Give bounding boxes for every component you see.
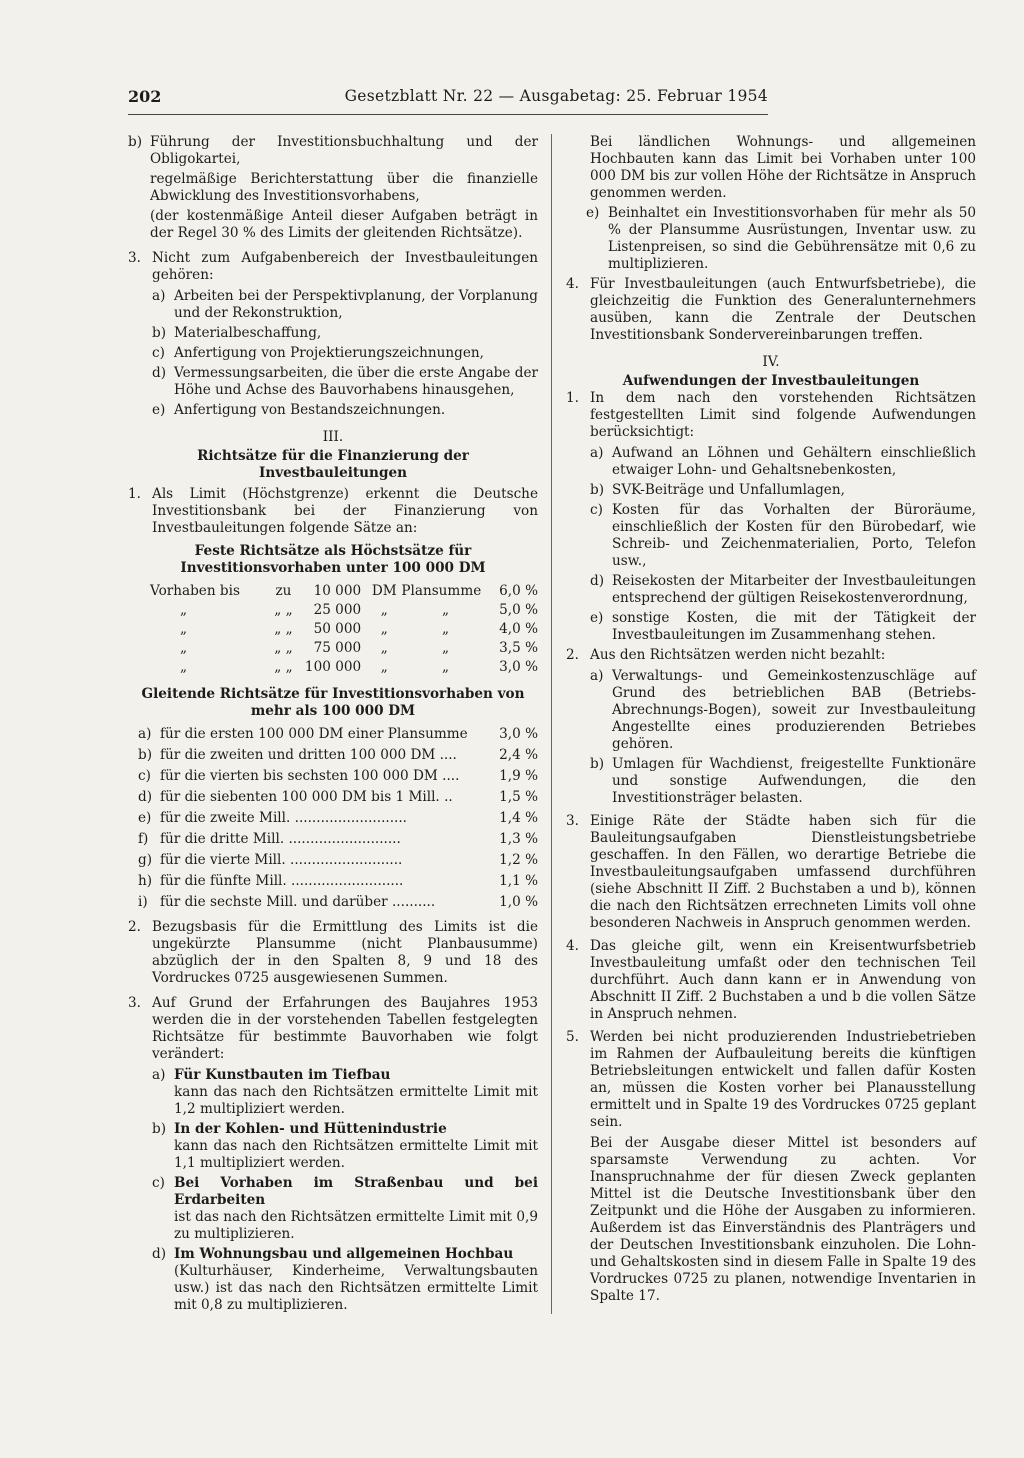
list-item — [590, 482, 976, 499]
list-item — [590, 610, 976, 644]
left-column — [128, 134, 538, 1317]
item-text: kann das nach den Richtsätzen ermittelte Limit mit 1,2 multipliziert werden. — [174, 1084, 538, 1117]
item-text: für die siebenten 100 000 DM bis 1 Mill. .. — [160, 789, 453, 805]
item-marker: e) — [138, 810, 152, 826]
page-number: 202 — [128, 87, 162, 106]
item-text: In dem nach den vorstehenden Richtsätzen festgestellten Limit sind folgende Aufwendungen berücksichtigt: — [590, 390, 976, 440]
table-cell: „ „ — [274, 659, 293, 675]
item-marker: e) — [586, 205, 600, 221]
sub-list — [566, 668, 976, 807]
list-item — [152, 325, 538, 342]
section-number: III. — [322, 429, 344, 445]
item-text: sonstige Kosten, die mit der Tätigkeit der Investbauleitungen im Zusammenhang stehen. — [612, 610, 976, 643]
item-text: für die dritte Mill. .......................... — [160, 831, 401, 847]
paragraph: Bei ländlichen Wohnungs- und allgemeinen Hochbauten kann das Limit bei Vorhaben unter 100 000 DM bis zur vollen Höhe der Richtsätze in Anspruch genommen werden. — [590, 134, 976, 201]
list-item — [566, 1029, 976, 1131]
item-text: SVK-Beiträge und Unfallumlagen, — [612, 482, 845, 498]
item-marker: b) — [138, 747, 153, 763]
list-item — [128, 486, 538, 537]
item-marker: i) — [138, 894, 148, 910]
list-item — [590, 668, 976, 753]
rate-value: 1,3 % — [499, 831, 538, 847]
item-text: Beinhaltet ein Investitionsvorhaben für mehr als 50 % der Plansumme Ausrüstungen, Inventar usw. zu Listenpreisen, so sind die Gebührensätze mit 0,6 zu multiplizieren. — [608, 205, 976, 272]
item-marker: 3. — [566, 813, 579, 829]
item-marker: a) — [590, 668, 604, 684]
list-item — [138, 831, 538, 848]
table-cell: „ — [442, 659, 450, 675]
table-cell: „ — [180, 602, 188, 618]
list-item — [586, 205, 976, 273]
item-text: kann das nach den Richtsätzen ermittelte Limit mit 1,1 multipliziert werden. — [174, 1138, 538, 1171]
list-item — [138, 726, 538, 743]
item-marker: d) — [590, 573, 605, 589]
item-heading: Für Kunstbauten im Tiefbau — [174, 1067, 391, 1083]
table-cell: 25 000 — [313, 602, 362, 618]
item-marker: 1. — [566, 390, 579, 406]
page-header — [128, 88, 768, 115]
table-row — [150, 621, 538, 640]
item-marker: f) — [138, 831, 149, 847]
item-text: für die zweiten und dritten 100 000 DM .... — [160, 747, 457, 763]
item-marker: b) — [152, 1121, 167, 1137]
table-cell: „ — [380, 602, 388, 618]
subheading: Gleitende Richtsätze für Investitionsvorhaben von mehr als 100 000 DM — [141, 686, 525, 719]
gliding-rates-list — [128, 726, 538, 911]
rate-value: 1,2 % — [499, 852, 538, 868]
table-row — [150, 659, 538, 678]
list-item — [128, 995, 538, 1063]
list-item — [152, 1067, 538, 1118]
paragraph: Bei der Ausgabe dieser Mittel ist besonders auf sparsamste Verwendung zu achten. Vor Inanspruchnahme der für diesen Zweck geplanten Mittel ist die Deutsche Investitionsbank über den Zeitpunkt und die Höhe der Ausgaben zu informieren. Außerdem ist das Einverständnis des Planträgers und der Deutschen Investitionsbank einzuholen. Die Lohn- und Gehaltskosten sind in diesem Falle in Spalte 19 des Vordruckes 0725 zu planen, notwendige Inventarien in Spalte 17. — [590, 1135, 976, 1304]
list-item — [138, 894, 538, 911]
table-cell: Plansumme — [401, 583, 482, 599]
list-item — [138, 747, 538, 764]
item-text: für die vierten bis sechsten 100 000 DM .... — [160, 768, 460, 784]
table-cell: „ — [442, 621, 450, 637]
item-marker: d) — [152, 1246, 167, 1262]
running-head: Gesetzblatt Nr. 22 — Ausgabetag: 25. Februar 1954 — [344, 87, 768, 105]
item-marker: 3. — [128, 250, 141, 266]
list-item — [566, 938, 976, 1023]
item-marker: a) — [152, 1067, 166, 1083]
subheading: Feste Richtsätze als Höchstsätze für Investitionsvorhaben unter 100 000 DM — [180, 543, 486, 576]
item-marker: d) — [152, 365, 167, 381]
rate-value: 1,1 % — [499, 873, 538, 889]
table-cell: 3,5 % — [499, 640, 538, 656]
item-text: Umlagen für Wachdienst, freigestellte Funktionäre und sonstige Aufwendungen, die den Investitionsträger belasten. — [612, 756, 976, 806]
fixed-rates-table — [150, 583, 538, 678]
list-item — [152, 1246, 538, 1314]
table-cell: „ — [380, 640, 388, 656]
item-text: für die fünfte Mill. .......................... — [160, 873, 404, 889]
list-item — [138, 852, 538, 869]
item-marker: 4. — [566, 276, 579, 292]
column-divider — [551, 134, 552, 1314]
item-text: Arbeiten bei der Perspektivplanung, der Vorplanung und der Rekonstruktion, — [174, 288, 538, 321]
item-marker: c) — [152, 1175, 165, 1191]
item-text: Als Limit (Höchstgrenze) erkennt die Deutsche Investitionsbank bei der Finanzierung von Investbauleitungen folgende Sätze an: — [152, 486, 538, 536]
item-text: Einige Räte der Städte haben sich für die Bauleitungsaufgaben Dienstleistungsbetriebe geschaffen. In den Fällen, wo derartige Betriebe die Investbauleitungsaufgaben umfassend durchführen (siehe Abschnitt II Ziff. 2 Buchstaben a und b), können die nach den Richtsätzen errechneten Limits voll ohne besonderen Nachweis in Anspruch genommen werden. — [590, 813, 976, 931]
list-item — [590, 445, 976, 479]
item-marker: 3. — [128, 995, 141, 1011]
section-title: Richtsätze für die Finanzierung der Investbauleitungen — [197, 448, 469, 481]
rate-value: 1,4 % — [499, 810, 538, 826]
item-marker: 1. — [128, 486, 141, 502]
list-item — [566, 390, 976, 441]
table-cell: zu — [275, 583, 292, 599]
item-text: Anfertigung von Projektierungszeichnungen, — [174, 345, 485, 361]
table-cell: 3,0 % — [499, 659, 538, 675]
item-text: (Kulturhäuser, Kinderheime, Verwaltungsbauten usw.) ist das nach den Richtsätzen ermittelte Limit mit 0,8 zu multiplizieren. — [174, 1263, 538, 1313]
item-marker: e) — [152, 402, 166, 418]
item-marker: g) — [138, 852, 153, 868]
item-text: Materialbeschaffung, — [174, 325, 322, 341]
item-text: Das gleiche gilt, wenn ein Kreisentwurfsbetrieb Investbauleitung umfaßt oder den technischen Teil durchführt. Auch dann kann er in Anwendung von Abschnitt II Ziff. 2 Buchstaben a und b die vollen Sätze in Anspruch nehmen. — [590, 938, 976, 1022]
sub-list — [128, 288, 538, 419]
table-cell: „ — [442, 602, 450, 618]
item-text: Kosten für das Vorhalten der Büroräume, einschließlich der Kosten für den Bürobedarf, wie Schreib- und Zeichenmaterialien, Porto, Telefon usw., — [612, 502, 976, 569]
item-text: Reisekosten der Mitarbeiter der Investbauleitungen entsprechend der gültigen Reisekostenverordnung, — [612, 573, 976, 606]
paragraph: (der kostenmäßige Anteil dieser Aufgaben beträgt in der Regel 30 % des Limits der gleitenden Richtsätze). — [150, 208, 538, 241]
list-item — [590, 573, 976, 607]
table-cell: „ „ — [274, 602, 293, 618]
item-text: Aufwand an Löhnen und Gehältern einschließlich etwaiger Lohn- und Gehaltsnebenkosten, — [612, 445, 976, 478]
item-text: Für Investbauleitungen (auch Entwurfsbetriebe), die gleichzeitig die Funktion des Generalunternehmers ausüben, kann die Zentrale der Deutschen Investitionsbank Sondervereinbarungen treffen. — [590, 276, 976, 343]
list-item — [152, 365, 538, 399]
table-cell: 10 000 — [313, 583, 362, 599]
item-text: Verwaltungs- und Gemeinkostenzuschläge auf Grund des betrieblichen BAB (Betriebs-Abrechnungs-Bogen), soweit zur Investbauleitung Angestellte eines produzierenden Betriebes gehören. — [612, 668, 976, 752]
item-marker: a) — [590, 445, 604, 461]
table-cell: 6,0 % — [499, 583, 538, 599]
paragraph: regelmäßige Berichterstattung über die finanzielle Abwicklung des Investitionsvorhabens, — [150, 171, 538, 204]
item-marker: b) — [152, 325, 167, 341]
item-marker: c) — [590, 502, 603, 518]
sub-list — [128, 1067, 538, 1314]
item-marker: d) — [138, 789, 153, 805]
item-heading: In der Kohlen- und Hüttenindustrie — [174, 1121, 447, 1137]
rate-value: 3,0 % — [499, 726, 538, 742]
table-cell: 75 000 — [313, 640, 362, 656]
list-item — [566, 813, 976, 932]
section-title: Aufwendungen der Investbauleitungen — [622, 373, 920, 389]
item-text: Bezugsbasis für die Ermittlung des Limits ist die ungekürzte Plansumme (nicht Planbausumme) abzüglich der in den Spalten 8, 9 und 18 des Vordruckes 0725 ausgewiesenen Summen. — [152, 919, 538, 986]
item-text: Auf Grund der Erfahrungen des Baujahres 1953 werden die in der vorstehenden Tabellen festgelegten Richtsätze für bestimmte Bauvorhaben wie folgt verändert: — [152, 995, 538, 1062]
item-text: Aus den Richtsätzen werden nicht bezahlt: — [590, 647, 886, 663]
table-cell: Vorhaben bis — [150, 583, 240, 599]
item-text: für die sechste Mill. und darüber .......... — [160, 894, 436, 910]
list-item — [590, 502, 976, 570]
item-marker: 5. — [566, 1029, 579, 1045]
rate-value: 1,9 % — [499, 768, 538, 784]
list-item — [128, 250, 538, 284]
rate-value: 1,0 % — [499, 894, 538, 910]
item-marker: 4. — [566, 938, 579, 954]
table-cell: DM — [371, 583, 397, 599]
table-cell: „ — [380, 621, 388, 637]
table-cell: „ — [180, 621, 188, 637]
item-marker: c) — [152, 345, 165, 361]
rate-value: 2,4 % — [499, 747, 538, 763]
list-item — [138, 789, 538, 806]
sub-list — [566, 205, 976, 273]
item-text: Werden bei nicht produzierenden Industriebetrieben im Rahmen der Aufbauleitung bereits die künftigen Betriebsleitungen entwickelt und fallen dafür Kosten an, müssen die Kosten vorher bei Planausstellung ermittelt und in Spalte 19 des Vordruckes 0725 geplant sein. — [590, 1029, 976, 1130]
list-item — [138, 810, 538, 827]
item-text: Führung der Investitionsbuchhaltung und der Obligokartei, — [150, 134, 538, 167]
table-cell: „ — [380, 659, 388, 675]
item-text: Nicht zum Aufgabenbereich der Investbauleitungen gehören: — [152, 250, 538, 283]
item-marker: e) — [590, 610, 604, 626]
item-marker: 2. — [128, 919, 141, 935]
rate-value: 1,5 % — [499, 789, 538, 805]
list-item — [566, 276, 976, 344]
table-row — [150, 640, 538, 659]
list-item — [152, 345, 538, 362]
table-cell: 100 000 — [304, 659, 362, 675]
item-heading: Bei Vorhaben im Straßenbau und bei Erdarbeiten — [174, 1175, 538, 1208]
list-item — [152, 1121, 538, 1172]
item-text: Vermessungsarbeiten, die über die erste Angabe der Höhe und Achse des Bauvorhabens hinausgehen, — [174, 365, 538, 398]
table-row — [150, 602, 538, 621]
list-item — [138, 768, 538, 785]
table-cell: 5,0 % — [499, 602, 538, 618]
table-cell: „ — [180, 640, 188, 656]
sub-list — [566, 445, 976, 644]
item-marker: c) — [138, 768, 151, 784]
list-item — [152, 288, 538, 322]
list-item — [566, 647, 976, 664]
item-text: Anfertigung von Bestandszeichnungen. — [174, 402, 446, 418]
section-number: IV. — [762, 354, 780, 370]
item-text: für die zweite Mill. .......................... — [160, 810, 407, 826]
table-row — [150, 583, 538, 602]
item-marker: b) — [128, 134, 143, 150]
item-text: ist das nach den Richtsätzen ermittelte Limit mit 0,9 zu multiplizieren. — [174, 1209, 538, 1242]
item-heading: Im Wohnungsbau und allgemeinen Hochbau — [174, 1246, 514, 1262]
table-cell: „ „ — [274, 621, 293, 637]
item-marker: 2. — [566, 647, 579, 663]
table-cell: 50 000 — [313, 621, 362, 637]
table-cell: 4,0 % — [499, 621, 538, 637]
table-cell: „ — [180, 659, 188, 675]
item-text: für die vierte Mill. .......................... — [160, 852, 403, 868]
list-item — [152, 1175, 538, 1243]
item-marker: a) — [138, 726, 152, 742]
item-marker: b) — [590, 482, 605, 498]
item-marker: b) — [590, 756, 605, 772]
list-item — [128, 919, 538, 987]
list-item — [590, 756, 976, 807]
right-column — [566, 134, 976, 1308]
item-text: für die ersten 100 000 DM einer Plansumme — [160, 726, 468, 742]
list-item — [128, 134, 538, 168]
list-item — [138, 873, 538, 890]
table-cell: „ — [442, 640, 450, 656]
list-item — [152, 402, 538, 419]
item-marker: a) — [152, 288, 166, 304]
item-marker: h) — [138, 873, 153, 889]
table-cell: „ „ — [274, 640, 293, 656]
